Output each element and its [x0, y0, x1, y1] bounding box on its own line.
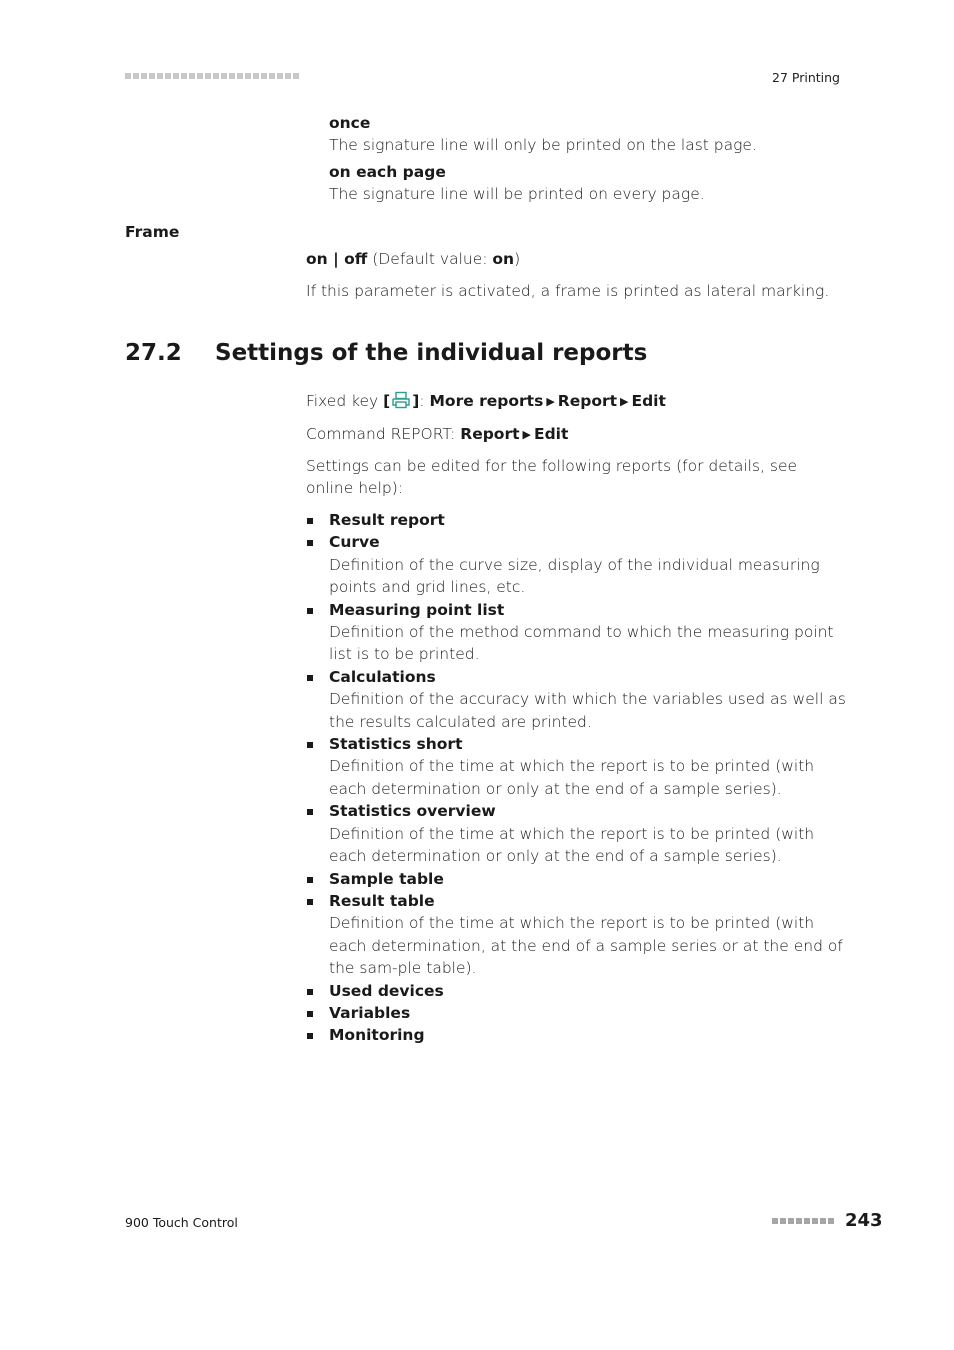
decor-square [237, 73, 243, 79]
report-list-item [306, 800, 846, 867]
section-title: Settings of the individual reports [215, 340, 648, 366]
decor-square [788, 1218, 794, 1224]
command-prefix: Command REPORT: [306, 425, 461, 443]
fixed-key-colon: : [419, 392, 430, 410]
fixed-key-line [306, 390, 846, 415]
report-desc: Definition of the accuracy with which the variables used as well as the results calculated are printed. [329, 690, 846, 731]
decor-square [181, 73, 187, 79]
decor-square [141, 73, 147, 79]
report-list-item [306, 1024, 846, 1046]
frame-default-suffix: ) [514, 250, 521, 268]
report-title: Variables [329, 1003, 411, 1022]
report-list-item [306, 509, 846, 531]
frame-values [306, 248, 846, 270]
option-title: once [329, 114, 371, 132]
frame-default-value: on [492, 250, 515, 268]
intro-paragraph: Settings can be edited for the following reports (for details, see online help): [306, 457, 798, 497]
report-desc: Definition of the time at which the report is to be printed (with each determination or only at the end of a sample series). [329, 824, 815, 866]
path-arrow-icon: ▶ [620, 395, 629, 408]
section-number: 27.2 [125, 340, 182, 366]
signature-options [329, 112, 849, 205]
decor-square [125, 73, 131, 79]
decor-square [189, 73, 195, 79]
decor-square [293, 73, 299, 79]
menu-path-item: Edit [631, 392, 666, 410]
report-list [306, 509, 846, 1047]
printer-icon [391, 391, 411, 415]
frame-off: off [344, 250, 368, 268]
report-list-item [306, 733, 846, 800]
option-title: on each page [329, 163, 446, 181]
decor-square [828, 1218, 834, 1224]
command-line [306, 423, 846, 446]
report-list-item [306, 868, 846, 890]
report-list-item [306, 1002, 846, 1024]
decor-square [253, 73, 259, 79]
decor-square [261, 73, 267, 79]
frame-on: on [306, 250, 328, 268]
footer-decoration [772, 1218, 834, 1224]
decor-square [277, 73, 283, 79]
report-desc: Definition of the method command to which the measuring point list is to be printed. [329, 623, 834, 664]
report-list-item [306, 980, 846, 1002]
decor-square [213, 73, 219, 79]
option-desc: The signature line will be printed on every page. [329, 185, 705, 203]
frame-default-prefix: (Default value: [367, 250, 493, 268]
report-title: Result report [329, 511, 445, 529]
report-title: Used devices [329, 981, 444, 1000]
report-title: Measuring point list [329, 600, 505, 619]
decor-square [229, 73, 235, 79]
path-arrow-icon: ▶ [522, 428, 531, 441]
report-desc: Definition of the curve size, display of the individual measuring points and grid lines, etc. [329, 555, 820, 597]
frame-label: Frame [125, 223, 180, 241]
decor-square [269, 73, 275, 79]
path-arrow-icon: ▶ [546, 395, 555, 408]
menu-path-item: Report [557, 392, 618, 410]
decor-square [772, 1218, 778, 1224]
header-decoration [125, 73, 299, 79]
header-chapter: 27 Printing [772, 70, 840, 85]
bracket-open: [ [383, 392, 391, 410]
report-title: Result table [329, 891, 435, 910]
page-number: 243 [845, 1210, 883, 1231]
command-path-item: Report [460, 425, 520, 443]
decor-square [165, 73, 171, 79]
menu-path-item: More reports [429, 392, 544, 410]
fixed-key-prefix: Fixed key [306, 392, 384, 410]
report-title: Sample table [329, 869, 444, 888]
decor-square [780, 1218, 786, 1224]
option-desc: The signature line will only be printed on the last page. [329, 136, 757, 154]
report-list-item [306, 666, 846, 733]
decor-square [157, 73, 163, 79]
report-list-item [306, 531, 846, 598]
report-title: Curve [329, 533, 380, 552]
decor-square [205, 73, 211, 79]
decor-square [173, 73, 179, 79]
decor-square [804, 1218, 810, 1224]
report-title: Monitoring [329, 1026, 425, 1045]
bracket-close: ] [412, 392, 420, 410]
command-path-item: Edit [533, 425, 569, 443]
decor-square [221, 73, 227, 79]
decor-square [245, 73, 251, 79]
frame-sep: | [327, 250, 345, 268]
decor-square [285, 73, 291, 79]
decor-square [812, 1218, 818, 1224]
report-list-item [306, 599, 846, 666]
decor-square [197, 73, 203, 79]
report-list-item [306, 890, 846, 980]
decor-square [796, 1218, 802, 1224]
report-desc: Definition of the time at which the report is to be printed (with each determination, at the end of a sample series or at the end of the sam-ple table). [329, 914, 843, 978]
decor-square [820, 1218, 826, 1224]
report-title: Statistics short [329, 735, 463, 754]
report-title: Statistics overview [329, 802, 496, 821]
report-desc: Definition of the time at which the report is to be printed (with each determination or only at the end of a sample series). [329, 757, 815, 798]
decor-square [149, 73, 155, 79]
report-title: Calculations [329, 667, 436, 686]
frame-desc: If this parameter is activated, a frame is printed as lateral marking. [306, 282, 830, 300]
footer-product: 900 Touch Control [125, 1215, 238, 1230]
decor-square [133, 73, 139, 79]
